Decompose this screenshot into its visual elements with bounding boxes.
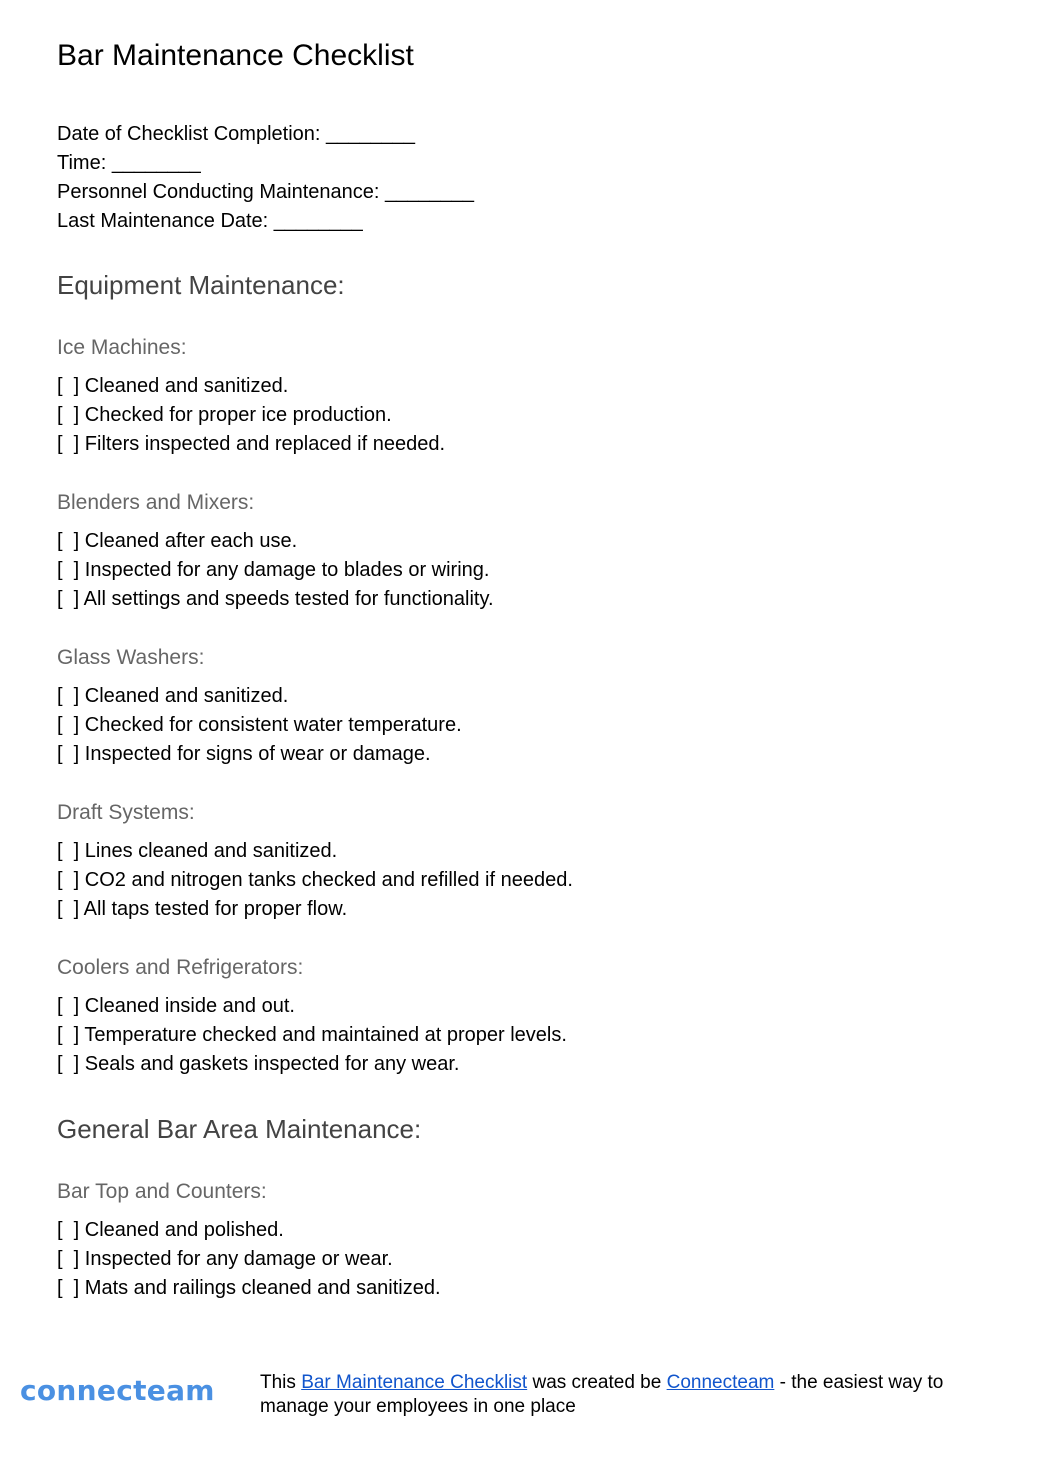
date-field[interactable]: Date of Checklist Completion: ________ bbox=[57, 123, 415, 145]
checklist-coolers-refrigerators bbox=[57, 992, 567, 1079]
checklist-item[interactable]: [ ] CO2 and nitrogen tanks checked and refilled if needed. bbox=[57, 869, 573, 891]
checklist-item[interactable]: [ ] Cleaned and sanitized. bbox=[57, 685, 289, 707]
checklist-item[interactable]: [ ] Seals and gaskets inspected for any wear. bbox=[57, 1053, 460, 1075]
checklist-item[interactable]: [ ] Lines cleaned and sanitized. bbox=[57, 840, 338, 862]
subheading-bar-top-counters: Bar Top and Counters: bbox=[57, 1180, 267, 1203]
checklist-item[interactable]: [ ] Inspected for any damage to blades or wiring. bbox=[57, 559, 490, 581]
last-maintenance-date-field[interactable]: Last Maintenance Date: ________ bbox=[57, 210, 363, 232]
connecteam-logo: connecteam bbox=[20, 1374, 215, 1407]
checklist-item[interactable]: [ ] Cleaned and sanitized. bbox=[57, 375, 289, 397]
checklist-item[interactable]: [ ] Temperature checked and maintained at proper levels. bbox=[57, 1024, 567, 1046]
checklist-item[interactable]: [ ] Checked for proper ice production. bbox=[57, 404, 392, 426]
subheading-ice-machines: Ice Machines: bbox=[57, 336, 187, 359]
personnel-field[interactable]: Personnel Conducting Maintenance: ________ bbox=[57, 181, 474, 203]
checklist-item[interactable]: [ ] Inspected for any damage or wear. bbox=[57, 1248, 393, 1270]
subheading-blenders-mixers: Blenders and Mixers: bbox=[57, 491, 255, 514]
form-fields bbox=[57, 120, 474, 236]
checklist-item[interactable]: [ ] Checked for consistent water temperature. bbox=[57, 714, 462, 736]
section-heading-general-bar-area: General Bar Area Maintenance: bbox=[57, 1114, 422, 1144]
subheading-draft-systems: Draft Systems: bbox=[57, 801, 195, 824]
checklist-ice-machines bbox=[57, 372, 445, 459]
checklist-item[interactable]: [ ] Inspected for signs of wear or damage. bbox=[57, 743, 431, 765]
time-field[interactable]: Time: ________ bbox=[57, 152, 201, 174]
checklist-item[interactable]: [ ] Filters inspected and replaced if needed. bbox=[57, 433, 446, 455]
subheading-coolers-refrigerators: Coolers and Refrigerators: bbox=[57, 956, 304, 979]
footer-text-part: - the easiest way to manage your employees in one place bbox=[260, 1372, 944, 1417]
checklist-item[interactable]: [ ] All taps tested for proper flow. bbox=[57, 898, 348, 920]
checklist-item[interactable]: [ ] Cleaned after each use. bbox=[57, 530, 298, 552]
footer-credit bbox=[260, 1371, 1000, 1419]
subheading-glass-washers: Glass Washers: bbox=[57, 646, 205, 669]
checklist-bar-top-counters bbox=[57, 1216, 441, 1303]
checklist-draft-systems bbox=[57, 837, 573, 924]
checklist-link[interactable]: Bar Maintenance Checklist bbox=[301, 1372, 528, 1393]
page-title: Bar Maintenance Checklist bbox=[57, 39, 414, 72]
section-heading-equipment: Equipment Maintenance: bbox=[57, 270, 345, 300]
checklist-item[interactable]: [ ] Cleaned and polished. bbox=[57, 1219, 284, 1241]
checklist-glass-washers bbox=[57, 682, 462, 769]
checklist-item[interactable]: [ ] All settings and speeds tested for functionality. bbox=[57, 588, 494, 610]
checklist-item[interactable]: [ ] Cleaned inside and out. bbox=[57, 995, 295, 1017]
checklist-item[interactable]: [ ] Mats and railings cleaned and sanitized. bbox=[57, 1277, 441, 1299]
checklist-blenders-mixers bbox=[57, 527, 494, 614]
connecteam-link[interactable]: Connecteam bbox=[666, 1372, 775, 1393]
footer-text-part: was created be bbox=[527, 1372, 667, 1393]
footer-text-part: This bbox=[260, 1372, 302, 1393]
